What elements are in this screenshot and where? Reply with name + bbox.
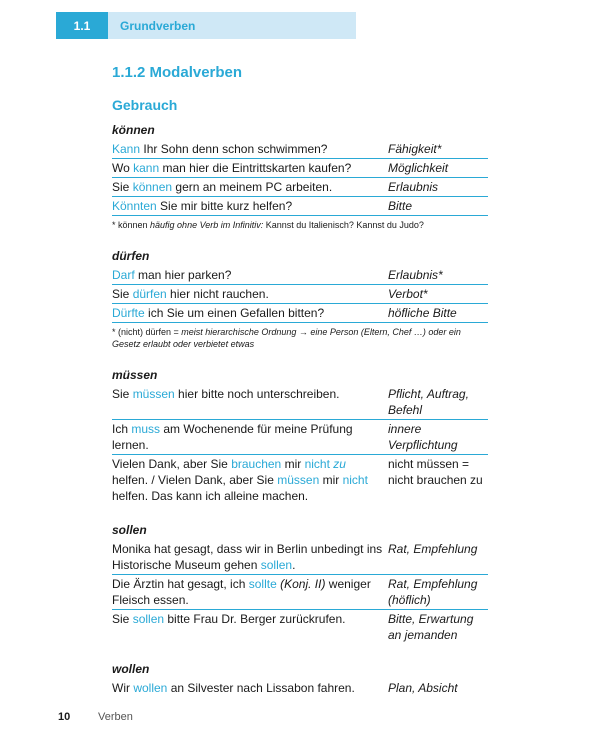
example-sentence: Monika hat gesagt, dass wir in Berlin unbedingt ins Historische Museum gehen sollen. [112, 542, 383, 572]
function-label: Bitte, Erwartung an jemanden [388, 612, 474, 642]
table-row [112, 159, 488, 178]
verb-heading: müssen [112, 368, 158, 382]
example-sentence: Könnten Sie mir bitte kurz helfen? [112, 199, 293, 213]
function-label: Pflicht, Auftrag, Befehl [388, 387, 469, 417]
function-label: Erlaubnis* [388, 268, 443, 282]
table-row [112, 575, 488, 610]
example-sentence: Vielen Dank, aber Sie brauchen mir nicht zu helfen. / Vielen Dank, aber Sie müssen mir nicht helfen. Das kann ich alleine machen. [112, 457, 368, 503]
section-title: 1.1.2 Modalverben [112, 64, 243, 81]
group-sollen [112, 523, 488, 644]
chapter-number: 1.1 [56, 12, 108, 39]
function-label: Fähigkeit* [388, 142, 442, 156]
example-sentence: Ich muss am Wochenende für meine Prüfung lernen. [112, 422, 353, 452]
verb-heading: können [112, 123, 155, 137]
example-sentence: Sie dürfen hier nicht rauchen. [112, 287, 269, 301]
footer-title: Verben [98, 711, 133, 723]
usage-content [112, 123, 488, 715]
function-label: nicht müssen = nicht brauchen zu [388, 457, 483, 487]
example-sentence: Sie können gern an meinem PC arbeiten. [112, 180, 333, 194]
group-duerfen [112, 249, 488, 350]
function-label: höfliche Bitte [388, 306, 457, 320]
example-sentence: Kann Ihr Sohn denn schon schwimmen? [112, 142, 328, 156]
function-label: innere Verpflichtung [388, 422, 458, 452]
table-row [112, 140, 488, 159]
example-sentence: Die Ärztin hat gesagt, ich sollte (Konj. II) weniger Fleisch essen. [112, 577, 371, 607]
function-label: Plan, Absicht [388, 681, 458, 695]
example-sentence: Wir wollen an Silvester nach Lissabon fahren. [112, 681, 355, 695]
example-sentence: Dürfte ich Sie um einen Gefallen bitten? [112, 306, 325, 320]
function-label: Bitte [388, 199, 413, 213]
table-row [112, 679, 488, 697]
table-row [112, 197, 488, 216]
example-sentence: Sie sollen bitte Frau Dr. Berger zurückrufen. [112, 612, 346, 626]
table-row [112, 610, 488, 644]
example-sentence: Sie müssen hier bitte noch unterschreiben. [112, 387, 340, 401]
footnote: * können häufig ohne Verb im Infinitiv: Kannst du Italienisch? Kannst du Judo? [112, 220, 424, 230]
function-label: Verbot* [388, 287, 428, 301]
table-row [112, 304, 488, 323]
table-row [112, 455, 488, 505]
example-sentence: Darf man hier parken? [112, 268, 232, 282]
table-row [112, 285, 488, 304]
table-row [112, 420, 488, 455]
verb-heading: sollen [112, 523, 147, 537]
page-number: 10 [58, 711, 71, 723]
chapter-title: Grundverben [108, 12, 356, 39]
table-row [112, 178, 488, 197]
page-footer [58, 711, 133, 723]
chapter-header [56, 12, 356, 39]
function-label: Erlaubnis [388, 180, 439, 194]
group-koennen [112, 123, 488, 231]
function-label: Möglichkeit [388, 161, 449, 175]
group-wollen [112, 662, 488, 697]
subsection-title: Gebrauch [112, 97, 178, 113]
verb-heading: wollen [112, 662, 150, 676]
table-row [112, 266, 488, 285]
function-label: Rat, Empfehlung [388, 542, 478, 556]
footnote: * (nicht) dürfen = meist hierarchische Ordnung → eine Person (Eltern, Chef …) oder ein Gesetz erlaubt oder verbietet etwas [112, 327, 461, 349]
table-row [112, 385, 488, 420]
function-label: Rat, Empfehlung (höflich) [388, 577, 478, 607]
verb-heading: dürfen [112, 249, 150, 263]
example-sentence: Wo kann man hier die Eintrittskarten kaufen? [112, 161, 352, 175]
group-muessen [112, 368, 488, 505]
table-row [112, 540, 488, 575]
